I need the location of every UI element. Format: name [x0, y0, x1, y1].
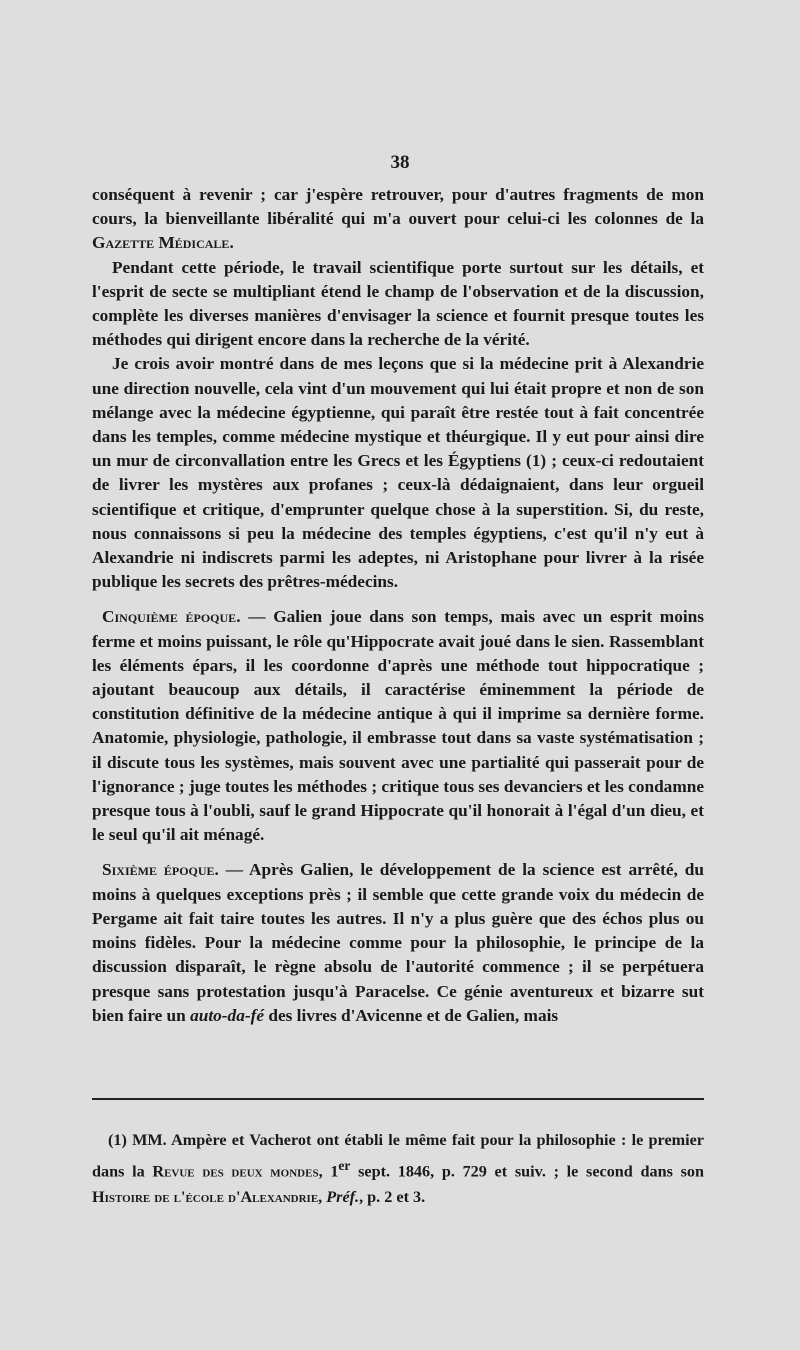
paragraph-3: Je crois avoir montré dans de mes leçons que si la médecine prit à Alexandrie une direction nouvelle, cela vint d'un mouvement qui lui était propre et non de son mélange avec la médecine égyptienne, qui paraît être restée tout à fait concentrée dans les temples, comme médecine mystique et théurgique. Il y eut pour ainsi dire un mur de circonvallation entre les Grecs et les Égyptiens (1) ; ceux-ci redoutaient de livrer les mystères aux profanes ; ceux-là dédaignaient, dans leur orgueil scientifique et critique, d'emprunter quelque chose à la superstition. Si, du reste, nous connaissons si peu la médecine des temples égyptiens, c'est qu'il n'y eut à Alexandrie ni indiscrets parmi les adeptes, ni Aristophane pour livrer à la risée publique les secrets des prêtres-médecins.	[92, 354, 704, 592]
footnote-book-title: Histoire de l'école d'Alexandrie	[92, 1188, 319, 1207]
journal-title: Gazette Médicale	[92, 233, 230, 253]
paragraph-1-text: conséquent à revenir ; car j'espère retrouver, pour d'autres fragments de mon cours, la bienveillante libéralité qui m'a ouvert pour celui-ci les colonnes de la	[92, 185, 704, 229]
footnote-part-e: , p. 2 et 3.	[359, 1188, 426, 1207]
footnote-superscript: er	[338, 1158, 351, 1173]
footnote-part-a: (1) MM. Ampère et Vacherot ont établi le même fait pour la philosophie : le premier dans la	[92, 1131, 704, 1181]
paragraph-1	[92, 183, 704, 256]
paragraph-1-end: .	[229, 233, 234, 253]
footnote-journal: Revue des deux mondes	[152, 1162, 319, 1181]
main-text	[92, 183, 704, 1028]
section-sixieme-epoque	[92, 858, 704, 1027]
footnote-part-b: , 1	[318, 1162, 339, 1181]
section-6-end: des livres d'Avicenne et de Galien, mais	[264, 1005, 559, 1025]
section-heading-6: Sixième époque.	[102, 860, 219, 880]
section-6-text: — Après Galien, le développement de la science est arrêté, du moins à quelques exceptions près ; il semble que cette grande voix du médecin de Pergame ait fait taire toutes les autres. Il n'y a plus guère que des échos plus ou moins fidèles. Pour la médecine comme pour la philosophie, le principe de la discussion disparaît, le règne absolu de l'autorité commence ; il se perpétuera presque sans protestation jusqu'à Paracelse. Ce génie aventureux et bizarre sut bien faire un	[92, 860, 704, 1025]
footnote-pref: Préf.	[326, 1188, 360, 1207]
section-5-text: — Galien joue dans son temps, mais avec un esprit moins ferme et moins puissant, le rôle qu'Hippocrate avait joué dans le sien. Rassemblant les éléments épars, il les coordonne d'après une méthode tout hippocratique ; ajoutant beaucoup aux détails, il caractérise éminemment la période de constitution définitive de la médecine antique à qui il imprime sa dernière forme. Anatomie, physiologie, pathologie, il embrasse tout dans sa vaste systématisation ; il discute tous les systèmes, mais souvent avec une partialité qui passerait pour de l'ignorance ; juge toutes les méthodes ; critique tous ses devanciers et les condamne presque tous à l'oubli, sauf le grand Hippocrate qu'il honorait à l'égal d'un dieu, et le seul qu'il ait ménagé.	[92, 607, 704, 845]
page-number: 38	[390, 152, 410, 173]
footnote-1	[92, 1127, 704, 1210]
paragraph-2: Pendant cette période, le travail scientifique porte surtout sur les détails, et l'esprit de secte se multipliant étend le champ de l'observation et de la discussion, complète les diverses manières d'envisager la science et fournit presque toutes les méthodes qui dirigent encore dans la recherche de la vérité.	[92, 257, 704, 350]
footnote-part-d: ,	[318, 1188, 327, 1207]
footnote-divider	[92, 1098, 704, 1100]
footnote	[92, 1127, 704, 1210]
italic-term: auto-da-fé	[190, 1005, 265, 1025]
section-heading-5: Cinquième époque.	[102, 607, 241, 627]
footnote-part-c: sept. 1846, p. 729 et suiv. ; le second dans son	[350, 1162, 704, 1181]
section-cinquieme-epoque	[92, 605, 704, 847]
